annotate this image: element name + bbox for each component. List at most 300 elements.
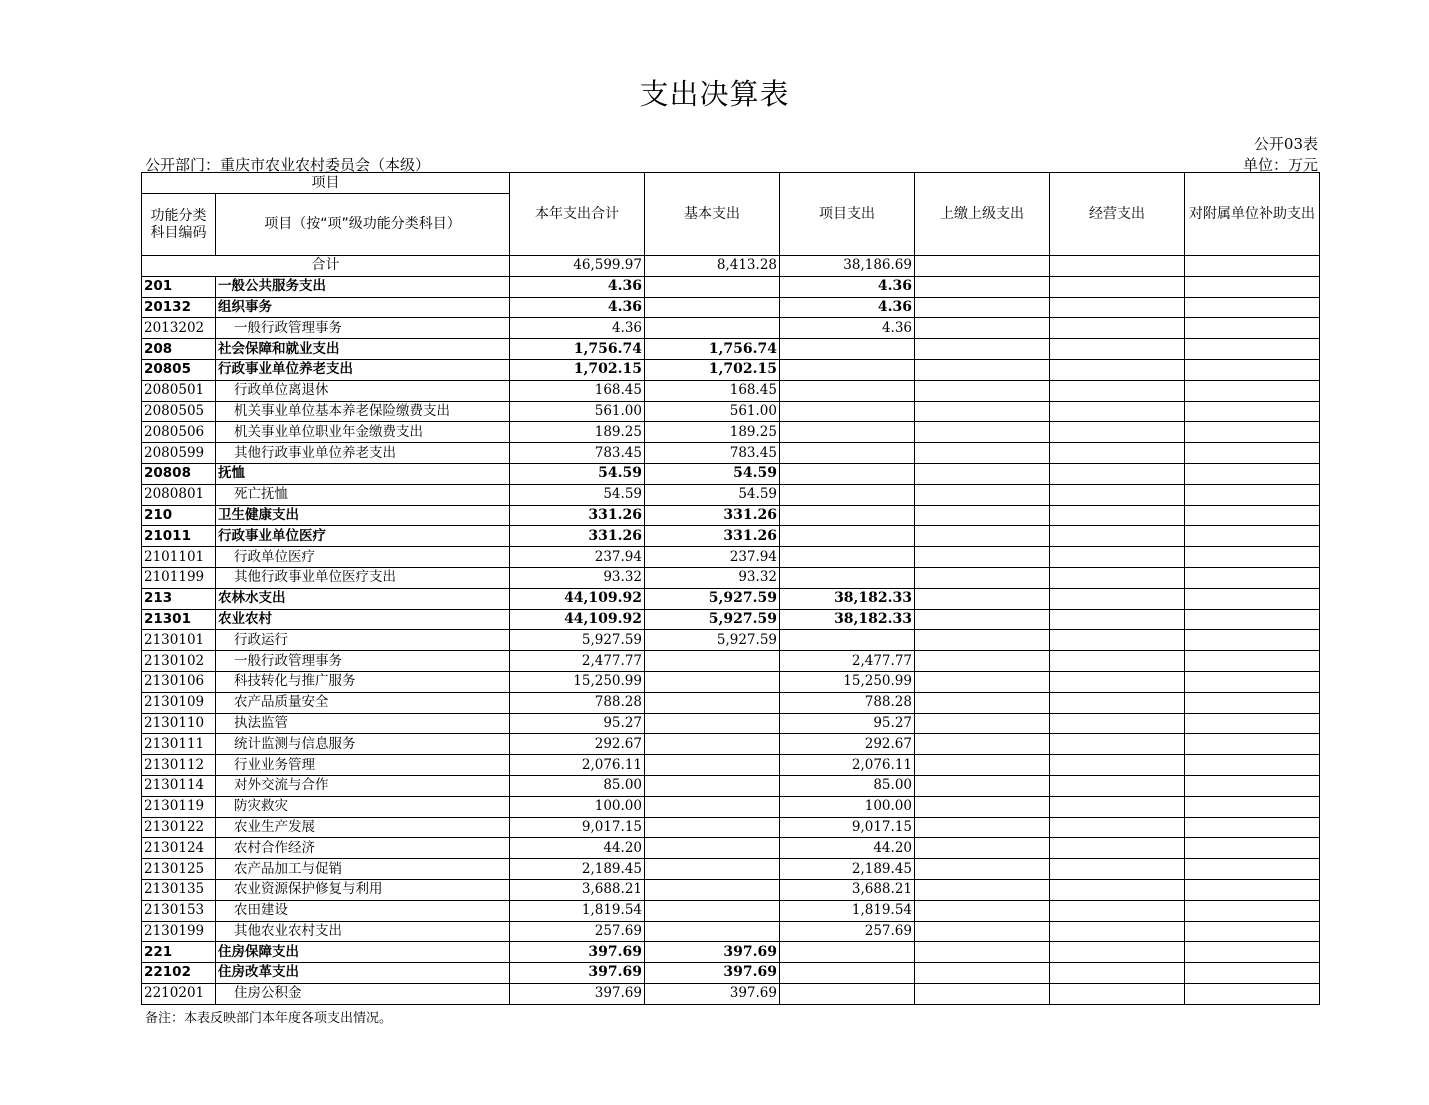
cell-subsidy: [1185, 755, 1320, 776]
cell-name: 行政单位离退休: [216, 380, 510, 401]
cell-business: [1050, 443, 1185, 464]
table-row: [142, 879, 1320, 900]
table-row: [142, 463, 1320, 484]
cell-business: [1050, 422, 1185, 443]
cell-basic: 1,756.74: [645, 339, 780, 360]
cell-name: 组织事务: [216, 297, 510, 318]
cell-basic: 93.32: [645, 567, 780, 588]
cell-code: 2080506: [142, 422, 216, 443]
cell-basic: [645, 838, 780, 859]
cell-basic: [645, 713, 780, 734]
cell-name: 抚恤: [216, 463, 510, 484]
cell-business: [1050, 297, 1185, 318]
unit-label: 单位：万元: [1242, 156, 1318, 174]
cell-business: [1050, 380, 1185, 401]
cell-subsidy: [1185, 567, 1320, 588]
cell-code: 2080599: [142, 443, 216, 464]
cell-business: [1050, 859, 1185, 880]
cell-name: 科技转化与推广服务: [216, 671, 510, 692]
table-row: [142, 401, 1320, 422]
cell-name: 机关事业单位职业年金缴费支出: [216, 422, 510, 443]
cell-project: [780, 422, 915, 443]
cell-code: 208: [142, 339, 216, 360]
cell-code: 20132: [142, 297, 216, 318]
cell-subsidy: [1185, 318, 1320, 339]
cell-code: 2080801: [142, 484, 216, 505]
cell-code: 22102: [142, 963, 216, 984]
cell-total: 85.00: [510, 775, 645, 796]
cell-total: 4.36: [510, 318, 645, 339]
cell-project: 2,189.45: [780, 859, 915, 880]
cell-subsidy: [1185, 339, 1320, 360]
header-business: 经营支出: [1050, 173, 1185, 256]
cell-code: 2130125: [142, 859, 216, 880]
cell-code: 201: [142, 276, 216, 297]
cell-name: 一般公共服务支出: [216, 276, 510, 297]
cell-code: 2130124: [142, 838, 216, 859]
cell-basic: 1,702.15: [645, 359, 780, 380]
cell-code: 2101199: [142, 567, 216, 588]
cell-name: 执法监管: [216, 713, 510, 734]
cell-name: 行政事业单位医疗: [216, 526, 510, 547]
cell-subsidy: [1185, 588, 1320, 609]
cell-project: 3,688.21: [780, 879, 915, 900]
table-row: [142, 339, 1320, 360]
cell-name: 行政运行: [216, 630, 510, 651]
cell-upper: [915, 484, 1050, 505]
cell-project: 38,182.33: [780, 609, 915, 630]
cell-name: 行政单位医疗: [216, 547, 510, 568]
cell-project: 44.20: [780, 838, 915, 859]
table-row: [142, 671, 1320, 692]
cell-subsidy: [1185, 734, 1320, 755]
total-upper: [915, 256, 1050, 277]
cell-name: 一般行政管理事务: [216, 318, 510, 339]
cell-business: [1050, 567, 1185, 588]
cell-total: 54.59: [510, 484, 645, 505]
cell-total: 15,250.99: [510, 671, 645, 692]
cell-upper: [915, 318, 1050, 339]
cell-subsidy: [1185, 713, 1320, 734]
cell-name: 农田建设: [216, 900, 510, 921]
cell-code: 221: [142, 942, 216, 963]
cell-subsidy: [1185, 359, 1320, 380]
table-row: [142, 359, 1320, 380]
cell-upper: [915, 380, 1050, 401]
cell-total: 397.69: [510, 963, 645, 984]
table-row: [142, 713, 1320, 734]
cell-upper: [915, 276, 1050, 297]
total-subsidy: [1185, 256, 1320, 277]
cell-name: 社会保障和就业支出: [216, 339, 510, 360]
cell-subsidy: [1185, 983, 1320, 1004]
cell-code: 2130199: [142, 921, 216, 942]
cell-code: 2130102: [142, 651, 216, 672]
cell-basic: [645, 651, 780, 672]
cell-business: [1050, 318, 1185, 339]
cell-code: 2130111: [142, 734, 216, 755]
cell-upper: [915, 942, 1050, 963]
cell-name: 其他行政事业单位医疗支出: [216, 567, 510, 588]
cell-code: 213: [142, 588, 216, 609]
cell-subsidy: [1185, 297, 1320, 318]
cell-total: 2,189.45: [510, 859, 645, 880]
cell-code: 2013202: [142, 318, 216, 339]
cell-name: 农业生产发展: [216, 817, 510, 838]
cell-upper: [915, 339, 1050, 360]
cell-upper: [915, 900, 1050, 921]
cell-basic: [645, 671, 780, 692]
header-name: 项目（按“项”级功能分类科目）: [216, 194, 510, 256]
cell-business: [1050, 983, 1185, 1004]
cell-upper: [915, 983, 1050, 1004]
cell-subsidy: [1185, 775, 1320, 796]
cell-name: 住房公积金: [216, 983, 510, 1004]
page-title: 支出决算表: [639, 77, 790, 111]
cell-total: 100.00: [510, 796, 645, 817]
cell-business: [1050, 734, 1185, 755]
cell-project: [780, 463, 915, 484]
header-basic: 基本支出: [645, 173, 780, 256]
cell-basic: [645, 900, 780, 921]
cell-project: [780, 547, 915, 568]
cell-subsidy: [1185, 630, 1320, 651]
table-row: [142, 443, 1320, 464]
cell-name: 住房保障支出: [216, 942, 510, 963]
cell-upper: [915, 609, 1050, 630]
cell-project: [780, 401, 915, 422]
cell-total: 9,017.15: [510, 817, 645, 838]
cell-name: 农产品加工与促销: [216, 859, 510, 880]
cell-upper: [915, 567, 1050, 588]
form-number: 公开03表: [1253, 135, 1318, 153]
cell-business: [1050, 713, 1185, 734]
cell-upper: [915, 671, 1050, 692]
cell-upper: [915, 547, 1050, 568]
table-row: [142, 276, 1320, 297]
cell-project: 4.36: [780, 297, 915, 318]
cell-total: 93.32: [510, 567, 645, 588]
cell-basic: 189.25: [645, 422, 780, 443]
table-row: [142, 755, 1320, 776]
cell-basic: [645, 817, 780, 838]
cell-code: 2130119: [142, 796, 216, 817]
cell-total: 561.00: [510, 401, 645, 422]
total-basic: 8,413.28: [645, 256, 780, 277]
table-row: [142, 651, 1320, 672]
cell-project: 100.00: [780, 796, 915, 817]
cell-subsidy: [1185, 505, 1320, 526]
cell-project: [780, 567, 915, 588]
cell-total: 331.26: [510, 526, 645, 547]
cell-project: 85.00: [780, 775, 915, 796]
cell-total: 54.59: [510, 463, 645, 484]
table-row: [142, 630, 1320, 651]
cell-business: [1050, 942, 1185, 963]
cell-name: 农业农村: [216, 609, 510, 630]
table-row: [142, 921, 1320, 942]
cell-basic: 397.69: [645, 963, 780, 984]
cell-business: [1050, 963, 1185, 984]
table-row: [142, 859, 1320, 880]
cell-total: 237.94: [510, 547, 645, 568]
cell-project: [780, 443, 915, 464]
cell-business: [1050, 775, 1185, 796]
cell-upper: [915, 755, 1050, 776]
table-row: [142, 609, 1320, 630]
cell-project: [780, 983, 915, 1004]
cell-business: [1050, 900, 1185, 921]
cell-subsidy: [1185, 879, 1320, 900]
cell-basic: 5,927.59: [645, 609, 780, 630]
header-upper: 上缴上级支出: [915, 173, 1050, 256]
cell-upper: [915, 713, 1050, 734]
cell-basic: 331.26: [645, 505, 780, 526]
cell-subsidy: [1185, 422, 1320, 443]
cell-upper: [915, 775, 1050, 796]
cell-basic: [645, 775, 780, 796]
cell-total: 397.69: [510, 983, 645, 1004]
cell-upper: [915, 796, 1050, 817]
cell-total: 44,109.92: [510, 588, 645, 609]
cell-business: [1050, 609, 1185, 630]
cell-code: 2101101: [142, 547, 216, 568]
cell-project: [780, 359, 915, 380]
cell-basic: 168.45: [645, 380, 780, 401]
table-row: [142, 484, 1320, 505]
cell-subsidy: [1185, 380, 1320, 401]
cell-code: 2130106: [142, 671, 216, 692]
cell-project: [780, 942, 915, 963]
total-row: [142, 256, 1320, 277]
cell-project: 257.69: [780, 921, 915, 942]
table-row: [142, 838, 1320, 859]
cell-name: 机关事业单位基本养老保险缴费支出: [216, 401, 510, 422]
cell-project: 38,182.33: [780, 588, 915, 609]
cell-business: [1050, 921, 1185, 942]
table-row: [142, 692, 1320, 713]
cell-subsidy: [1185, 484, 1320, 505]
cell-code: 2130114: [142, 775, 216, 796]
cell-basic: [645, 318, 780, 339]
cell-business: [1050, 838, 1185, 859]
cell-business: [1050, 671, 1185, 692]
cell-total: 95.27: [510, 713, 645, 734]
cell-total: 44,109.92: [510, 609, 645, 630]
header-project: 项目支出: [780, 173, 915, 256]
cell-total: 783.45: [510, 443, 645, 464]
cell-name: 行政事业单位养老支出: [216, 359, 510, 380]
cell-code: 2080505: [142, 401, 216, 422]
cell-name: 卫生健康支出: [216, 505, 510, 526]
cell-subsidy: [1185, 817, 1320, 838]
cell-project: 4.36: [780, 318, 915, 339]
header-subsidy: 对附属单位补助支出: [1185, 173, 1320, 256]
cell-name: 其他行政事业单位养老支出: [216, 443, 510, 464]
cell-subsidy: [1185, 859, 1320, 880]
cell-project: 95.27: [780, 713, 915, 734]
table-row: [142, 734, 1320, 755]
table-row: [142, 318, 1320, 339]
cell-business: [1050, 588, 1185, 609]
cell-total: 1,702.15: [510, 359, 645, 380]
cell-name: 一般行政管理事务: [216, 651, 510, 672]
cell-basic: 783.45: [645, 443, 780, 464]
cell-business: [1050, 484, 1185, 505]
department-label: 公开部门：重庆市农业农村委员会（本级）: [145, 156, 431, 174]
table-row: [142, 817, 1320, 838]
table-row: [142, 297, 1320, 318]
cell-subsidy: [1185, 609, 1320, 630]
cell-subsidy: [1185, 443, 1320, 464]
cell-code: 2130112: [142, 755, 216, 776]
header-total: 本年支出合计: [510, 173, 645, 256]
cell-total: 2,076.11: [510, 755, 645, 776]
cell-total: 2,477.77: [510, 651, 645, 672]
cell-upper: [915, 401, 1050, 422]
table-row: [142, 588, 1320, 609]
cell-subsidy: [1185, 463, 1320, 484]
cell-basic: 561.00: [645, 401, 780, 422]
table-row: [142, 380, 1320, 401]
cell-business: [1050, 463, 1185, 484]
cell-basic: 331.26: [645, 526, 780, 547]
table-row: [142, 963, 1320, 984]
cell-upper: [915, 921, 1050, 942]
cell-project: [780, 526, 915, 547]
cell-code: 21011: [142, 526, 216, 547]
cell-total: 788.28: [510, 692, 645, 713]
cell-code: 2130101: [142, 630, 216, 651]
cell-total: 4.36: [510, 297, 645, 318]
table-row: [142, 505, 1320, 526]
cell-business: [1050, 651, 1185, 672]
cell-upper: [915, 526, 1050, 547]
cell-subsidy: [1185, 942, 1320, 963]
cell-basic: 5,927.59: [645, 588, 780, 609]
table-row: [142, 567, 1320, 588]
cell-code: 210: [142, 505, 216, 526]
cell-project: 788.28: [780, 692, 915, 713]
cell-code: 2130109: [142, 692, 216, 713]
cell-basic: 5,927.59: [645, 630, 780, 651]
table-row: [142, 796, 1320, 817]
cell-total: 44.20: [510, 838, 645, 859]
cell-project: 2,076.11: [780, 755, 915, 776]
cell-total: 292.67: [510, 734, 645, 755]
cell-upper: [915, 879, 1050, 900]
cell-upper: [915, 692, 1050, 713]
cell-basic: [645, 276, 780, 297]
cell-upper: [915, 734, 1050, 755]
cell-subsidy: [1185, 921, 1320, 942]
cell-subsidy: [1185, 401, 1320, 422]
total-project: 38,186.69: [780, 256, 915, 277]
cell-name: 防灾救灾: [216, 796, 510, 817]
cell-subsidy: [1185, 963, 1320, 984]
footnote: 备注：本表反映部门本年度各项支出情况。: [145, 1011, 393, 1026]
cell-name: 农林水支出: [216, 588, 510, 609]
total-amount: 46,599.97: [510, 256, 645, 277]
cell-project: [780, 505, 915, 526]
cell-total: 1,756.74: [510, 339, 645, 360]
cell-name: 农产品质量安全: [216, 692, 510, 713]
cell-business: [1050, 755, 1185, 776]
cell-upper: [915, 588, 1050, 609]
cell-subsidy: [1185, 547, 1320, 568]
cell-project: [780, 630, 915, 651]
cell-code: 2130110: [142, 713, 216, 734]
table-row: [142, 526, 1320, 547]
total-label: 合计: [142, 256, 510, 277]
cell-upper: [915, 817, 1050, 838]
cell-basic: [645, 879, 780, 900]
cell-name: 农村合作经济: [216, 838, 510, 859]
cell-basic: [645, 734, 780, 755]
table-row: [142, 900, 1320, 921]
cell-code: 2130122: [142, 817, 216, 838]
header-code: 功能分类科目编码: [142, 194, 216, 256]
cell-name: 农业资源保护修复与利用: [216, 879, 510, 900]
cell-code: 2130135: [142, 879, 216, 900]
cell-project: [780, 339, 915, 360]
cell-basic: 54.59: [645, 463, 780, 484]
cell-name: 死亡抚恤: [216, 484, 510, 505]
cell-upper: [915, 422, 1050, 443]
cell-basic: [645, 859, 780, 880]
cell-project: 1,819.54: [780, 900, 915, 921]
cell-code: 2130153: [142, 900, 216, 921]
cell-business: [1050, 692, 1185, 713]
cell-total: 257.69: [510, 921, 645, 942]
cell-code: 2210201: [142, 983, 216, 1004]
cell-upper: [915, 359, 1050, 380]
cell-business: [1050, 401, 1185, 422]
cell-total: 1,819.54: [510, 900, 645, 921]
cell-name: 其他农业农村支出: [216, 921, 510, 942]
cell-business: [1050, 339, 1185, 360]
cell-upper: [915, 630, 1050, 651]
cell-project: [780, 484, 915, 505]
cell-business: [1050, 879, 1185, 900]
total-business: [1050, 256, 1185, 277]
expenditure-table: [141, 172, 1320, 1005]
cell-business: [1050, 547, 1185, 568]
cell-project: 292.67: [780, 734, 915, 755]
cell-code: 21301: [142, 609, 216, 630]
cell-code: 2080501: [142, 380, 216, 401]
cell-basic: [645, 796, 780, 817]
cell-upper: [915, 651, 1050, 672]
cell-business: [1050, 796, 1185, 817]
cell-project: [780, 380, 915, 401]
cell-total: 397.69: [510, 942, 645, 963]
cell-business: [1050, 526, 1185, 547]
cell-business: [1050, 359, 1185, 380]
table-row: [142, 547, 1320, 568]
cell-project: 2,477.77: [780, 651, 915, 672]
cell-upper: [915, 297, 1050, 318]
cell-name: 住房改革支出: [216, 963, 510, 984]
cell-total: 331.26: [510, 505, 645, 526]
cell-business: [1050, 505, 1185, 526]
cell-total: 189.25: [510, 422, 645, 443]
cell-subsidy: [1185, 276, 1320, 297]
cell-total: 4.36: [510, 276, 645, 297]
table-row: [142, 983, 1320, 1004]
cell-name: 行业业务管理: [216, 755, 510, 776]
cell-upper: [915, 443, 1050, 464]
